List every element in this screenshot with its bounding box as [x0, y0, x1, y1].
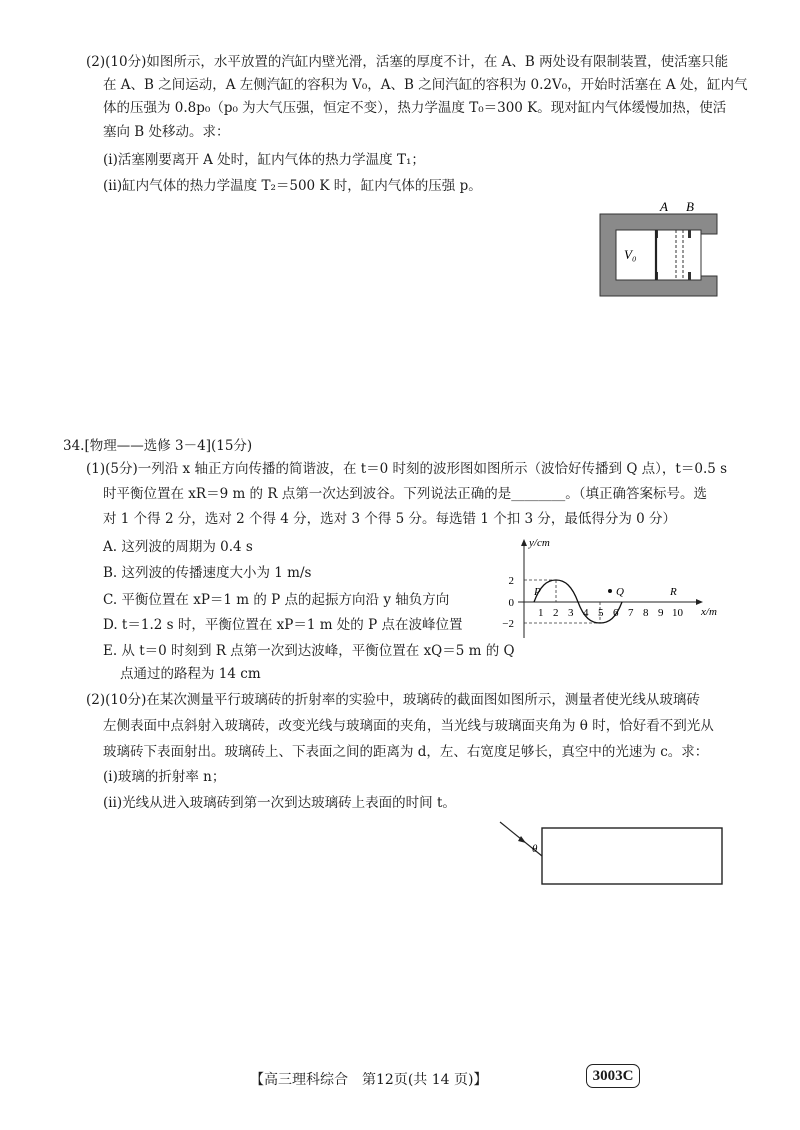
wave-graph: [500, 536, 730, 642]
label-v0: V₀: [624, 247, 637, 262]
q33-2-sub-2: (ⅱ)缸内气体的热力学温度 T₂＝500 K 时，缸内气体的压强 p。: [103, 178, 482, 194]
q33-2-line-4: 塞向 B 处移动。求：: [103, 124, 230, 140]
q34-1-line-1: (1)(5分)一列沿 x 轴正方向传播的简谐波，在 t＝0 时刻的波形图如图所示（波恰好传播到 Q 点），t＝0.5 s: [86, 461, 728, 477]
option-b: B. 这列波的传播速度大小为 1 m/s: [103, 565, 312, 581]
x-axis-label: x/m: [701, 606, 717, 618]
label-b: B: [686, 200, 694, 214]
point-q-label: Q: [616, 586, 624, 598]
point-p-label: P: [534, 586, 541, 598]
q34-2-sub-2: (ⅱ)光线从进入玻璃砖到第一次到达玻璃砖上表面的时间 t。: [103, 795, 456, 811]
x-tick-5: 5: [598, 607, 604, 619]
x-tick-2: 2: [553, 607, 559, 619]
x-tick-4: 4: [583, 607, 589, 619]
option-d: D. t＝1.2 s 时，平衡位置在 xP＝1 m 处的 P 点在波峰位置: [103, 617, 463, 633]
q34-1-line-3: 对 1 个得 2 分，选对 2 个得 4 分，选对 3 个得 5 分。每选错 1 个扣 3 分，最低得分为 0 分）: [103, 511, 677, 527]
q34-2-line-1: (2)(10分)在某次测量平行玻璃砖的折射率的实验中，玻璃砖的截面图如图所示，测量者使光线从玻璃砖: [86, 692, 700, 708]
option-c: C. 平衡位置在 xP＝1 m 的 P 点的起振方向沿 y 轴负方向: [103, 592, 450, 608]
x-tick-1: 1: [538, 607, 544, 619]
theta-label: θ: [532, 843, 538, 855]
label-a: A: [660, 200, 668, 214]
q34-2-line-2: 左侧表面中点斜射入玻璃砖，改变光线与玻璃面的夹角，当光线与玻璃面夹角为 θ 时，恰好看不到光从: [103, 718, 714, 734]
q33-2-sub-1: (ⅰ)活塞刚要离开 A 处时，缸内气体的热力学温度 T₁；: [103, 152, 425, 168]
glass-brick-figure: [490, 820, 730, 890]
q34-1-line-2: 时平衡位置在 xR＝9 m 的 R 点第一次达到波谷。下列说法正确的是________。（填正确答案标号。选: [103, 486, 708, 502]
y-tick-2: 2: [508, 575, 514, 587]
cylinder-figure: [590, 200, 730, 300]
y-tick-0: 0: [508, 597, 514, 609]
point-q-dot: [608, 589, 612, 593]
q33-2-line-2: 在 A、B 之间运动，A 左侧汽缸的容积为 V₀，A、B 之间汽缸的容积为 0.2V₀，开始时活塞在 A 处，缸内气: [103, 77, 748, 93]
x-ticks: [538, 607, 684, 619]
x-tick-10: 10: [672, 607, 683, 619]
q34-2-line-3: 玻璃砖下表面射出。玻璃砖上、下表面之间的距离为 d，左、右宽度足够长，真空中的光速为 c。求：: [103, 744, 709, 760]
point-r-label: R: [670, 586, 677, 598]
x-tick-3: 3: [568, 607, 574, 619]
y-axis-label: y/cm: [529, 537, 550, 549]
q34-header: 34.[物理——选修 3－4](15分): [63, 438, 253, 454]
paper-code: 3003C: [586, 1064, 640, 1088]
q34-2-sub-1: (ⅰ)玻璃的折射率 n；: [103, 769, 226, 785]
option-e: E. 从 t＝0 时刻到 R 点第一次到达波峰，平衡位置在 xQ＝5 m 的 Q: [103, 643, 515, 659]
glass-brick: [542, 828, 722, 884]
option-e-cont: 点通过的路程为 14 cm: [120, 666, 261, 682]
y-tick-neg2: −2: [502, 618, 514, 630]
q33-2-line-3: 体的压强为 0.8p₀（p₀ 为大气压强，恒定不变），热力学温度 T₀＝300 K。现对缸内气体缓慢加热，使活: [103, 100, 727, 116]
x-axis-arrow: [696, 599, 703, 605]
x-tick-8: 8: [643, 607, 649, 619]
x-tick-9: 9: [658, 607, 664, 619]
x-tick-6: 6: [613, 607, 619, 619]
x-tick-7: 7: [628, 607, 634, 619]
stop-b-bottom: [688, 272, 691, 280]
stop-b-top: [688, 230, 691, 238]
q33-2-line-1: (2)(10分)如图所示，水平放置的汽缸内壁光滑，活塞的厚度不计，在 A、B 两处设有限制装置，使活塞只能: [86, 54, 729, 70]
option-a: A. 这列波的周期为 0.4 s: [103, 539, 253, 555]
page-footer: 【高三理科综合 第12页(共 14 页)】: [250, 1072, 488, 1088]
y-axis-arrow: [521, 539, 527, 546]
